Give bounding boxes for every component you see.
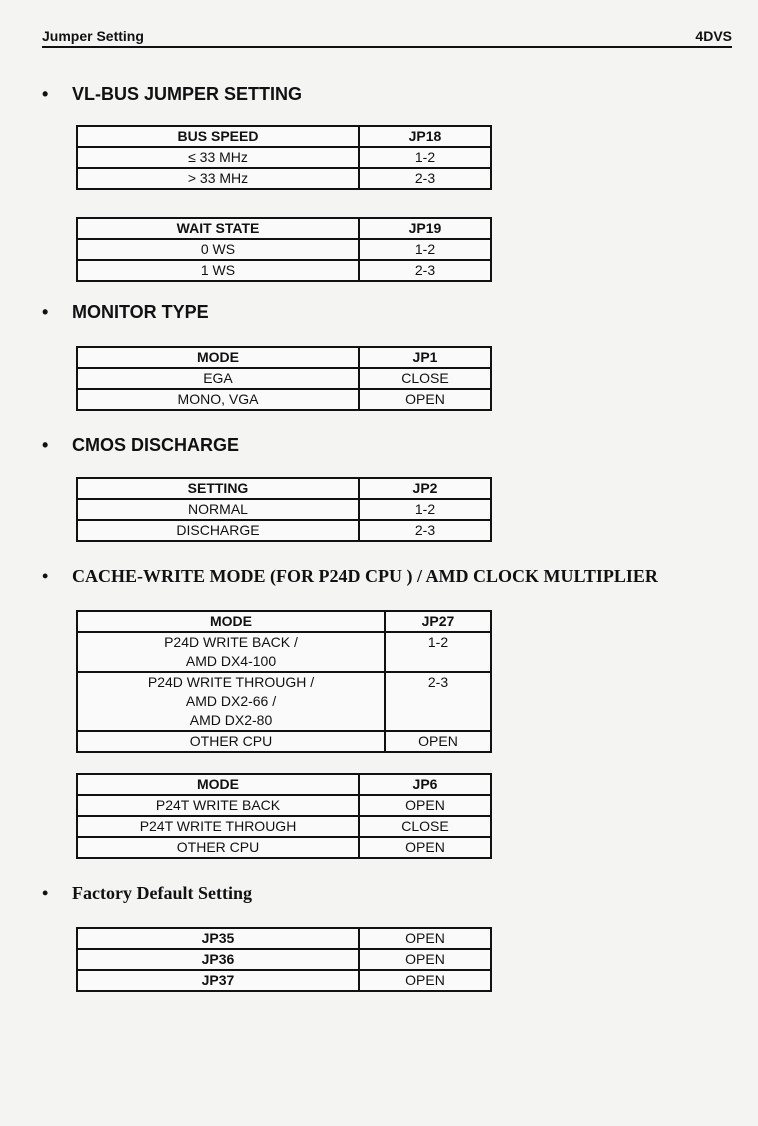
column-header: WAIT STATE [77, 218, 359, 239]
table-cell: 0 WS [77, 239, 359, 260]
cell-line: P24D WRITE THROUGH / [147, 674, 315, 690]
cell-line: AMD DX2-66 / [185, 693, 277, 709]
table-cell: 1-2 [385, 632, 491, 672]
column-header: MODE [77, 611, 385, 632]
table-row [77, 816, 491, 837]
table-cell: 2-3 [359, 520, 491, 541]
table-row [77, 499, 491, 520]
bus-speed-table [76, 125, 492, 190]
table-row [77, 147, 491, 168]
column-header: JP6 [359, 774, 491, 795]
header-title: Jumper Setting [42, 28, 144, 44]
jp27-table [76, 610, 492, 753]
table-cell: CLOSE [359, 368, 491, 389]
monitor-table [76, 346, 492, 411]
table-header-row [77, 126, 491, 147]
table-row [77, 368, 491, 389]
section-title: Factory Default Setting [72, 883, 252, 903]
table-cell: OTHER CPU [77, 837, 359, 858]
table-row [77, 949, 491, 970]
bullet: • [42, 435, 49, 455]
table-row [77, 970, 491, 991]
table-row [77, 260, 491, 281]
table-cell: 2-3 [385, 672, 491, 731]
table-cell: OTHER CPU [77, 731, 385, 752]
table-cell: 1 WS [77, 260, 359, 281]
table-row [77, 632, 491, 672]
table-cell: JP36 [77, 949, 359, 970]
table-cell: OPEN [359, 389, 491, 410]
table-cell: OPEN [359, 928, 491, 949]
table-header-row [77, 611, 491, 632]
bullet: • [42, 302, 49, 322]
table-cell: JP37 [77, 970, 359, 991]
table-header-row [77, 347, 491, 368]
table-cell: OPEN [385, 731, 491, 752]
table-cell: OPEN [359, 970, 491, 991]
bullet: • [42, 566, 49, 586]
column-header: MODE [77, 774, 359, 795]
section-cache [42, 566, 658, 587]
table-row [77, 672, 491, 731]
table-row [77, 928, 491, 949]
bullet: • [42, 883, 49, 903]
section-title: MONITOR TYPE [72, 302, 209, 322]
table-cell: P24T WRITE BACK [77, 795, 359, 816]
table-cell: > 33 MHz [77, 168, 359, 189]
column-header: MODE [77, 347, 359, 368]
table-row [77, 837, 491, 858]
table-cell: DISCHARGE [77, 520, 359, 541]
section-vlbus [42, 84, 302, 105]
table-row [77, 389, 491, 410]
table-row [77, 520, 491, 541]
table-cell: 1-2 [359, 499, 491, 520]
wait-state-table [76, 217, 492, 282]
table-row [77, 168, 491, 189]
table-row [77, 239, 491, 260]
table-cell: 2-3 [359, 168, 491, 189]
factory-table [76, 927, 492, 992]
table-cell: MONO, VGA [77, 389, 359, 410]
column-header: SETTING [77, 478, 359, 499]
section-factory [42, 883, 252, 904]
table-cell: P24T WRITE THROUGH [77, 816, 359, 837]
cell-line: P24D WRITE BACK / [164, 634, 298, 650]
cmos-table [76, 477, 492, 542]
section-monitor [42, 302, 209, 323]
table-header-row [77, 478, 491, 499]
table-cell: 2-3 [359, 260, 491, 281]
column-header: BUS SPEED [77, 126, 359, 147]
table-cell [77, 672, 385, 731]
column-header: JP18 [359, 126, 491, 147]
bullet: • [42, 84, 49, 104]
section-title: VL-BUS JUMPER SETTING [72, 84, 303, 104]
table-row [77, 795, 491, 816]
table-cell: CLOSE [359, 816, 491, 837]
table-cell: NORMAL [77, 499, 359, 520]
table-cell: EGA [77, 368, 359, 389]
table-cell: OPEN [359, 795, 491, 816]
section-cmos [42, 435, 239, 456]
column-header: JP19 [359, 218, 491, 239]
cell-line: AMD DX2-80 [189, 712, 273, 728]
table-cell: OPEN [359, 837, 491, 858]
cell-line: AMD DX4-100 [185, 653, 277, 669]
table-header-row [77, 774, 491, 795]
section-title: CACHE-WRITE MODE (FOR P24D CPU ) / AMD CLOCK MULTIPLIER [72, 566, 658, 586]
jp6-table [76, 773, 492, 859]
table-cell: 1-2 [359, 147, 491, 168]
section-title: CMOS DISCHARGE [72, 435, 240, 455]
header-model: 4DVS [695, 28, 732, 44]
table-cell [77, 632, 385, 672]
table-header-row [77, 218, 491, 239]
column-header: JP27 [385, 611, 491, 632]
table-row [77, 731, 491, 752]
column-header: JP2 [359, 478, 491, 499]
table-cell: ≤ 33 MHz [77, 147, 359, 168]
column-header: JP1 [359, 347, 491, 368]
table-cell: 1-2 [359, 239, 491, 260]
page-header [42, 28, 732, 48]
table-cell: OPEN [359, 949, 491, 970]
table-cell: JP35 [77, 928, 359, 949]
